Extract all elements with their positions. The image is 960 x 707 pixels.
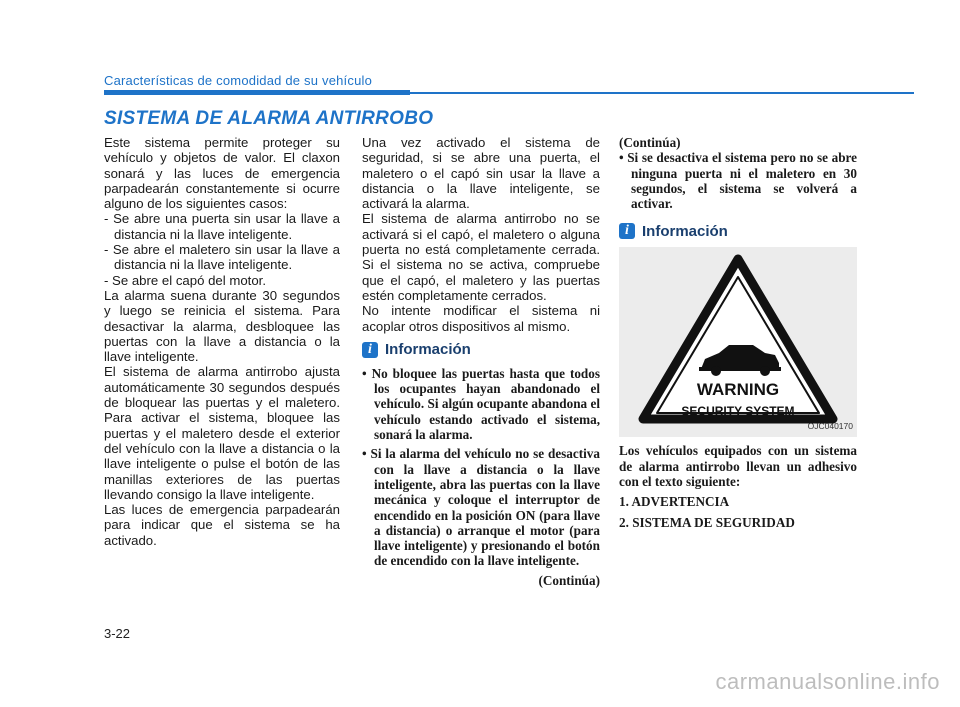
paragraph: La alarma suena durante 30 segundos y luego se reinicia el sistema. Para desactivar la alarma, desbloquee las puertas con la llave a distancia o la llave inteligente. xyxy=(104,287,340,365)
paragraph: Las luces de emergencia parpadearán para indicar que el sistema se ha activado. xyxy=(104,502,340,548)
paragraph: Los vehículos equipados con un sistema de alarma antirrobo llevan un adhesivo con el texto siguiente: xyxy=(619,443,857,490)
info-title: Información xyxy=(642,222,728,240)
bullet-item: • Si se desactiva el sistema pero no se abre ninguna puerta ni el maletero en 30 segundos, el sistema se volverá a activar. xyxy=(619,150,857,212)
list-item: 1. ADVERTENCIA xyxy=(619,494,730,510)
paragraph: El sistema de alarma antirrobo ajusta automáticamente 30 segundos después de bloquear las puertas y el maletero. Para activar el sistema, bloquee las puertas y el maletero desde el exterior del vehículo con la llave a distancia o la llave inteligente o pulse el botón de las manillas exteriores de las puertas llevando consigo la llave inteligente. xyxy=(104,364,340,502)
info-title: Información xyxy=(385,341,471,359)
watermark: carmanualsonline.info xyxy=(715,669,940,694)
security-system-label: SECURITY SYSTEM xyxy=(681,404,795,419)
paragraph: El sistema de alarma antirrobo no se activará si el capó, el maletero o alguna puerta no está completamente cerrada. Si el sistema no se activa, compruebe que el capó, el maletero y las puertas estén completamente cerrados. xyxy=(362,211,600,303)
column-3 xyxy=(619,135,857,530)
list-item: 2. SISTEMA DE SEGURIDAD xyxy=(619,514,795,530)
warning-label: WARNING xyxy=(696,380,780,400)
figure-code: OJC040170 xyxy=(807,421,853,432)
list-item: - Se abre el capó del motor. xyxy=(104,272,267,288)
info-icon: i xyxy=(362,342,378,358)
header-section-title: Características de comodidad de su vehículo xyxy=(104,73,373,88)
paragraph: Este sistema permite proteger su vehículo y objetos de valor. El claxon sonará y las luces de emergencia parpadearán constantemente si ocurre alguno de los siguientes casos: xyxy=(104,135,340,212)
warning-triangle-graphic xyxy=(619,247,857,437)
column-1 xyxy=(104,135,340,548)
page-title: SISTEMA DE ALARMA ANTIRROBO xyxy=(104,108,434,129)
header-rule-thick xyxy=(104,90,410,95)
continued-label: (Continúa) xyxy=(619,135,681,150)
list-item: - Se abre una puerta sin usar la llave a distancia ni la llave inteligente. xyxy=(104,211,340,242)
column-2 xyxy=(362,135,600,588)
header-rule-thin xyxy=(410,92,914,94)
info-icon: i xyxy=(619,223,635,239)
warning-sticker-figure xyxy=(619,247,857,437)
bullet-item: • No bloquee las puertas hasta que todos los ocupantes hayan abandonado el vehículo. Si algún ocupante abandona el vehículo estando activado el sistema, sonará la alarma. xyxy=(362,365,600,443)
bullet-item: • Si la alarma del vehículo no se desactiva con la llave a distancia o la llave inteligente, abra las puertas con la llave mecánica y coloque el interruptor de encendido en la posición ON (para llave a distancia) o arranque el motor (para llave inteligente) y presionando el botón de encendido con la llave inteligente. xyxy=(362,446,600,569)
page-number: 3-22 xyxy=(104,626,131,641)
paragraph: No intente modificar el sistema ni acoplar otros dispositivos al mismo. xyxy=(362,303,600,334)
info-heading xyxy=(362,342,600,358)
list-item: - Se abre el maletero sin usar la llave a distancia ni la llave inteligente. xyxy=(104,242,340,273)
info-heading xyxy=(619,223,857,239)
continued-label: (Continúa) xyxy=(538,572,600,588)
paragraph: Una vez activado el sistema de seguridad, si se abre una puerta, el maletero o el capó sin usar la llave a distancia o la llave inteligente, se activará la alarma. xyxy=(362,135,600,212)
